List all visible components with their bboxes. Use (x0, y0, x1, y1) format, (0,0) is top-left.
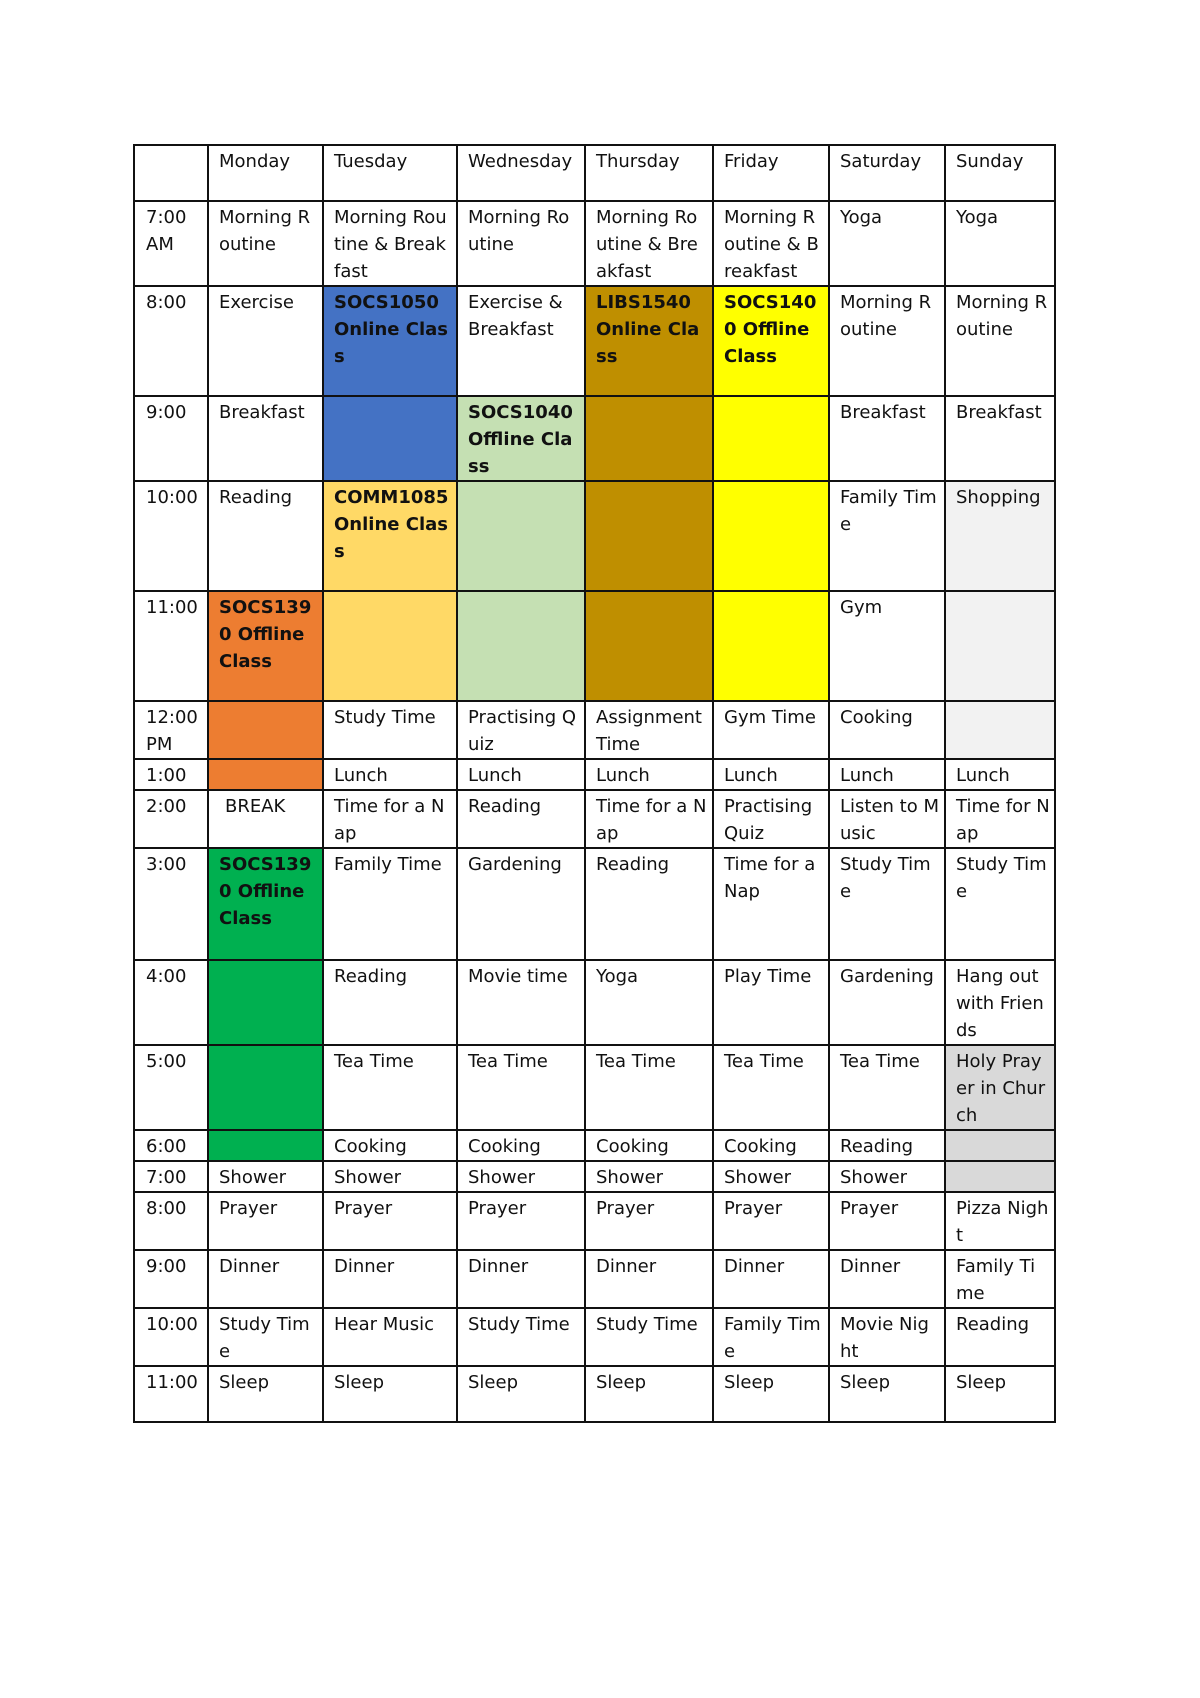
header-corner (134, 145, 208, 201)
time-cell: 7:00 AM (134, 201, 208, 286)
cell-tuesday: Sleep (323, 1366, 457, 1422)
cell-friday: Prayer (713, 1192, 829, 1250)
cell-saturday: Cooking (829, 701, 945, 759)
cell-friday: Lunch (713, 759, 829, 790)
cell-monday (208, 960, 323, 1045)
cell-wednesday: Dinner (457, 1250, 585, 1308)
cell-saturday: Movie Night (829, 1308, 945, 1366)
time-cell: 12:00 PM (134, 701, 208, 759)
time-cell: 6:00 (134, 1130, 208, 1161)
header-saturday: Saturday (829, 145, 945, 201)
class-label: SOCS1400 Offline Class (724, 292, 817, 367)
cell-sunday: Hang out with Friends (945, 960, 1055, 1045)
cell-sunday (945, 701, 1055, 759)
row-1pm (134, 759, 1055, 790)
row-12pm (134, 701, 1055, 759)
row-10pm (134, 1308, 1055, 1366)
cell-wednesday (457, 481, 585, 591)
cell-wednesday: Tea Time (457, 1045, 585, 1130)
row-10am (134, 481, 1055, 591)
time-cell: 2:00 (134, 790, 208, 848)
cell-saturday: Dinner (829, 1250, 945, 1308)
cell-wednesday: Morning Routine (457, 201, 585, 286)
time-cell: 5:00 (134, 1045, 208, 1130)
cell-wednesday: Cooking (457, 1130, 585, 1161)
cell-friday: Gym Time (713, 701, 829, 759)
cell-saturday: Family Time (829, 481, 945, 591)
cell-friday (713, 396, 829, 481)
cell-thursday: Cooking (585, 1130, 713, 1161)
time-cell: 8:00 (134, 1192, 208, 1250)
time-cell: 9:00 (134, 1250, 208, 1308)
cell-thursday: Tea Time (585, 1045, 713, 1130)
cell-wednesday: Reading (457, 790, 585, 848)
row-9pm (134, 1250, 1055, 1308)
cell-thursday: Prayer (585, 1192, 713, 1250)
cell-thursday: Time for a Nap (585, 790, 713, 848)
time-cell: 8:00 (134, 286, 208, 396)
row-6pm (134, 1130, 1055, 1161)
cell-friday: Practising Quiz (713, 790, 829, 848)
cell-tuesday: Reading (323, 960, 457, 1045)
cell-thursday (585, 481, 713, 591)
cell-saturday: Breakfast (829, 396, 945, 481)
row-7pm (134, 1161, 1055, 1192)
cell-monday: Prayer (208, 1192, 323, 1250)
cell-thursday: Shower (585, 1161, 713, 1192)
row-4pm (134, 960, 1055, 1045)
cell-monday: Exercise (208, 286, 323, 396)
row-3pm (134, 848, 1055, 960)
cell-tuesday-class-socs1050 (323, 286, 457, 396)
class-label: SOCS1050 Online Class (334, 292, 448, 367)
cell-thursday: Morning Routine & Breakfast (585, 201, 713, 286)
cell-tuesday: Family Time (323, 848, 457, 960)
cell-wednesday: Sleep (457, 1366, 585, 1422)
cell-thursday: Yoga (585, 960, 713, 1045)
cell-monday (208, 759, 323, 790)
cell-friday: Family Time (713, 1308, 829, 1366)
row-11pm (134, 1366, 1055, 1422)
cell-monday-class-socs1390 (208, 848, 323, 960)
cell-thursday-class-libs1540 (585, 286, 713, 396)
cell-saturday: Prayer (829, 1192, 945, 1250)
class-label: SOCS1390 Offline Class (219, 597, 312, 672)
cell-saturday: Reading (829, 1130, 945, 1161)
cell-thursday (585, 591, 713, 701)
row-2pm (134, 790, 1055, 848)
time-cell: 11:00 (134, 1366, 208, 1422)
cell-thursday: Dinner (585, 1250, 713, 1308)
cell-wednesday: Movie time (457, 960, 585, 1045)
cell-sunday (945, 1130, 1055, 1161)
cell-sunday: Time for Nap (945, 790, 1055, 848)
cell-tuesday (323, 591, 457, 701)
cell-sunday (945, 1161, 1055, 1192)
cell-monday: Morning Routine (208, 201, 323, 286)
time-cell: 3:00 (134, 848, 208, 960)
row-5pm (134, 1045, 1055, 1130)
header-sunday: Sunday (945, 145, 1055, 201)
time-cell: 9:00 (134, 396, 208, 481)
cell-monday: Study Time (208, 1308, 323, 1366)
time-cell: 11:00 (134, 591, 208, 701)
cell-saturday: Listen to Music (829, 790, 945, 848)
cell-monday: BREAK (208, 790, 323, 848)
cell-sunday (945, 591, 1055, 701)
cell-saturday: Tea Time (829, 1045, 945, 1130)
cell-sunday: Holy Prayer in Church (945, 1045, 1055, 1130)
cell-sunday: Pizza Night (945, 1192, 1055, 1250)
cell-tuesday: Shower (323, 1161, 457, 1192)
cell-sunday: Yoga (945, 201, 1055, 286)
time-cell: 10:00 (134, 481, 208, 591)
cell-monday (208, 1045, 323, 1130)
cell-sunday: Breakfast (945, 396, 1055, 481)
header-wednesday: Wednesday (457, 145, 585, 201)
cell-tuesday: Hear Music (323, 1308, 457, 1366)
cell-saturday: Shower (829, 1161, 945, 1192)
cell-saturday: Morning Routine (829, 286, 945, 396)
row-9am (134, 396, 1055, 481)
cell-monday: Shower (208, 1161, 323, 1192)
cell-sunday: Shopping (945, 481, 1055, 591)
cell-friday (713, 481, 829, 591)
row-7am (134, 201, 1055, 286)
cell-wednesday: Prayer (457, 1192, 585, 1250)
cell-friday: Play Time (713, 960, 829, 1045)
cell-tuesday: Study Time (323, 701, 457, 759)
cell-sunday: Family Time (945, 1250, 1055, 1308)
class-label: SOCS1390 Offline Class (219, 854, 312, 929)
cell-friday: Sleep (713, 1366, 829, 1422)
class-label: LIBS1540 Online Class (596, 292, 700, 367)
cell-sunday: Lunch (945, 759, 1055, 790)
cell-monday (208, 701, 323, 759)
cell-friday (713, 591, 829, 701)
time-cell: 10:00 (134, 1308, 208, 1366)
weekly-schedule-table (133, 144, 1056, 1423)
cell-sunday: Morning Routine (945, 286, 1055, 396)
cell-thursday: Sleep (585, 1366, 713, 1422)
cell-tuesday: Dinner (323, 1250, 457, 1308)
cell-wednesday (457, 591, 585, 701)
cell-sunday: Reading (945, 1308, 1055, 1366)
time-cell: 7:00 (134, 1161, 208, 1192)
cell-monday: Dinner (208, 1250, 323, 1308)
header-row (134, 145, 1055, 201)
cell-wednesday: Exercise & Breakfast (457, 286, 585, 396)
cell-monday: Breakfast (208, 396, 323, 481)
cell-saturday: Study Time (829, 848, 945, 960)
row-8am (134, 286, 1055, 396)
cell-monday: Sleep (208, 1366, 323, 1422)
cell-sunday: Study Time (945, 848, 1055, 960)
cell-thursday: Reading (585, 848, 713, 960)
cell-tuesday (323, 396, 457, 481)
cell-thursday: Lunch (585, 759, 713, 790)
cell-saturday: Yoga (829, 201, 945, 286)
cell-monday-class-socs1390 (208, 591, 323, 701)
cell-tuesday: Prayer (323, 1192, 457, 1250)
cell-friday: Cooking (713, 1130, 829, 1161)
cell-saturday: Lunch (829, 759, 945, 790)
cell-thursday (585, 396, 713, 481)
cell-sunday: Sleep (945, 1366, 1055, 1422)
cell-wednesday: Gardening (457, 848, 585, 960)
class-label: SOCS1040 Offline Class (468, 402, 573, 477)
header-monday: Monday (208, 145, 323, 201)
header-friday: Friday (713, 145, 829, 201)
cell-saturday: Gardening (829, 960, 945, 1045)
cell-wednesday: Study Time (457, 1308, 585, 1366)
cell-monday (208, 1130, 323, 1161)
cell-friday: Time for a Nap (713, 848, 829, 960)
cell-tuesday-class-comm1085 (323, 481, 457, 591)
cell-saturday: Gym (829, 591, 945, 701)
cell-tuesday: Time for a Nap (323, 790, 457, 848)
cell-friday: Shower (713, 1161, 829, 1192)
cell-tuesday: Morning Routine & Breakfast (323, 201, 457, 286)
row-11am (134, 591, 1055, 701)
row-8pm (134, 1192, 1055, 1250)
cell-friday: Dinner (713, 1250, 829, 1308)
cell-wednesday-class-socs1040 (457, 396, 585, 481)
header-tuesday: Tuesday (323, 145, 457, 201)
cell-friday-class-socs1400 (713, 286, 829, 396)
cell-tuesday: Lunch (323, 759, 457, 790)
header-thursday: Thursday (585, 145, 713, 201)
cell-friday: Morning Routine & Breakfast (713, 201, 829, 286)
cell-monday: Reading (208, 481, 323, 591)
cell-saturday: Sleep (829, 1366, 945, 1422)
cell-friday: Tea Time (713, 1045, 829, 1130)
cell-thursday: Study Time (585, 1308, 713, 1366)
cell-thursday: Assignment Time (585, 701, 713, 759)
class-label: COMM1085 Online Class (334, 487, 449, 562)
cell-tuesday: Tea Time (323, 1045, 457, 1130)
cell-wednesday: Practising Quiz (457, 701, 585, 759)
time-cell: 4:00 (134, 960, 208, 1045)
cell-tuesday: Cooking (323, 1130, 457, 1161)
cell-wednesday: Shower (457, 1161, 585, 1192)
time-cell: 1:00 (134, 759, 208, 790)
cell-wednesday: Lunch (457, 759, 585, 790)
